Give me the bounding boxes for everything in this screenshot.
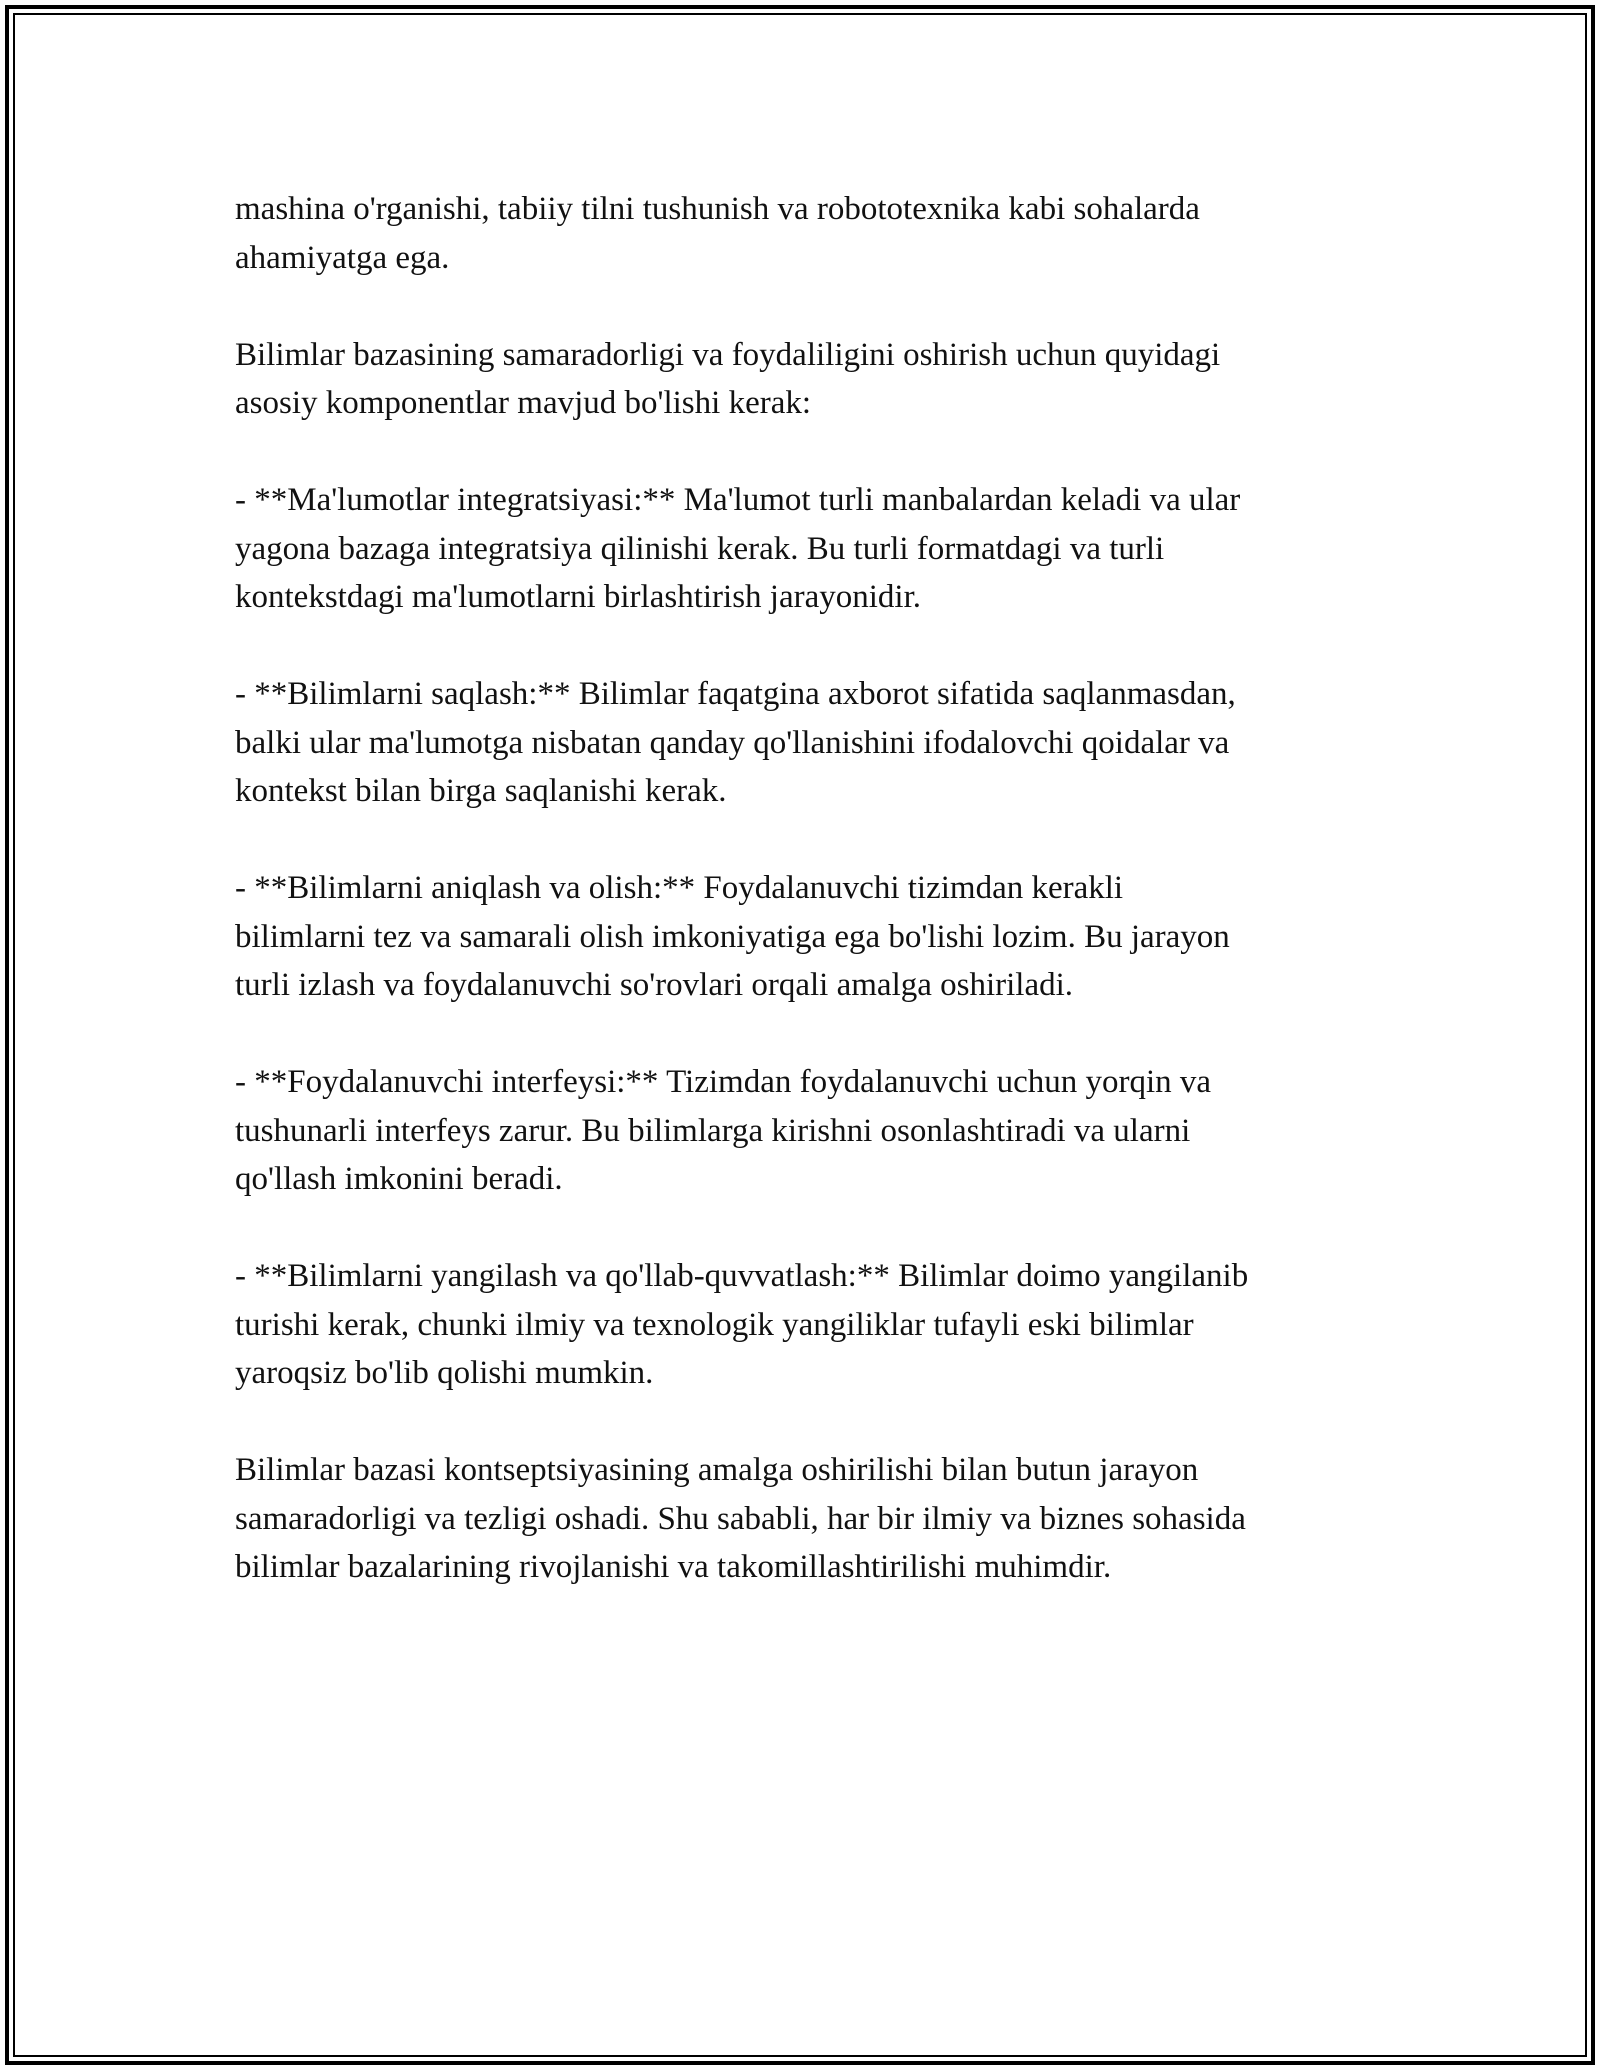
list-item-knowledge-updating: - **Bilimlarni yangilash va qo'llab-quvvatlash:** Bilimlar doimo yangilanib turishi kerak, chunki ilmiy va texnologik yangiliklar tufayli eski bilimlar yaroqsiz bo'lib qolishi mumkin. [235,1258,1249,1391]
paragraph-conclusion: Bilimlar bazasi kontseptsiyasining amalga oshirilishi bilan butun jarayon samaradorligi va tezligi oshadi. Shu sababli, har bir ilmiy va biznes sohasida bilimlar bazalarining rivojlanishi va takomillashtirilishi muhimdir. [235,1452,1246,1585]
list-item-user-interface: - **Foydalanuvchi interfeysi:** Tizimdan foydalanuvchi uchun yorqin va tushunarli interfeys zarur. Bu bilimlarga kirishni osonlashtiradi va ularni qo'llash imkonini beradi. [235,1064,1212,1197]
document-body [235,185,1375,1640]
list-item-knowledge-retrieval: - **Bilimlarni aniqlash va olish:** Foydalanuvchi tizimdan kerakli bilimlarni tez va samarali olish imkoniyatiga ega bo'lishi lozim. Bu jarayon turli izlash va foydalanuvchi so'rovlari orqali amalga oshiriladi. [235,870,1230,1003]
paragraph-intro-continuation: mashina o'rganishi, tabiiy tilni tushunish va robototexnika kabi sohalarda ahamiyatga ega. [235,191,1200,276]
paragraph-components-intro: Bilimlar bazasining samaradorligi va foydaliligini oshirish uchun quyidagi asosiy komponentlar mavjud bo'lishi kerak: [235,336,1221,421]
list-item-knowledge-storage: - **Bilimlarni saqlash:** Bilimlar faqatgina axborot sifatida saqlanmasdan, balki ular ma'lumotga nisbatan qanday qo'llanishini ifodalovchi qoidalar va kontekst bilan birga saqlanishi kerak. [235,676,1236,809]
list-item-data-integration: - **Ma'lumotlar integratsiyasi:** Ma'lumot turli manbalardan keladi va ular yagona bazaga integratsiya qilinishi kerak. Bu turli formatdagi va turli kontekstdagi ma'lumotlarni birlashtirish jarayonidir. [235,482,1241,615]
